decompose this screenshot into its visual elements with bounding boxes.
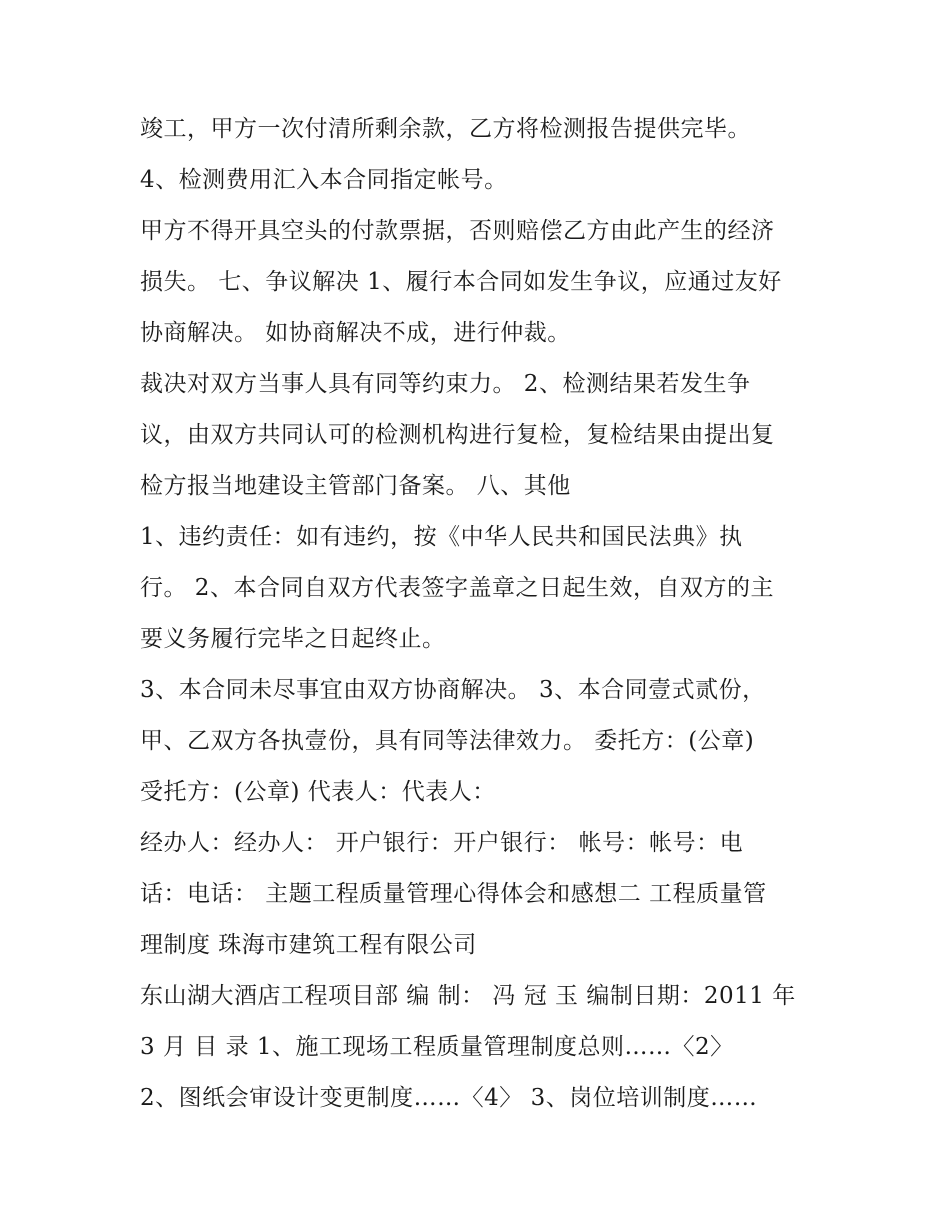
text-line: 2、图纸会审设计变更制度……〈4〉 3、岗位培训制度…… <box>140 1085 758 1111</box>
text-line: 协商解决。 如协商解决不成，进行仲裁。 <box>140 320 571 346</box>
text-line: 损失。 七、争议解决 1、履行本合同如发生争议，应通过友好 <box>140 269 782 295</box>
text-line: 3、本合同未尽事宜由双方协商解决。 3、本合同壹式贰份， <box>140 677 766 703</box>
text-line: 裁决对双方当事人具有同等约束力。 2、检测结果若发生争 <box>140 371 751 397</box>
text-line: 甲、乙双方各执壹份，具有同等法律效力。 委托方：(公章) <box>140 728 755 754</box>
text-line: 1、违约责任：如有违约，按《中华人民共和国民法典》执 <box>140 524 743 550</box>
text-line: 甲方不得开具空头的付款票据，否则赔偿乙方由此产生的经济 <box>140 218 775 244</box>
text-line: 竣工，甲方一次付清所剩余款，乙方将检测报告提供完毕。 <box>140 116 751 142</box>
text-line: 话：电话： 主题工程质量管理心得体会和感想二 工程质量管 <box>140 881 767 907</box>
text-line: 东山湖大酒店工程项目部 编 制： 冯 冠 玉 编制日期：2011 年 <box>140 983 796 1009</box>
text-line: 议，由双方共同认可的检测机构进行复检，复检结果由提出复 <box>140 422 775 448</box>
text-line: 4、检测费用汇入本合同指定帐号。 <box>140 167 508 193</box>
text-line: 行。 2、本合同自双方代表签字盖章之日起生效，自双方的主 <box>140 575 774 601</box>
text-line: 检方报当地建设主管部门备案。 八、其他 <box>140 473 571 499</box>
text-line: 要义务履行完毕之日起终止。 <box>140 626 446 652</box>
text-line: 3 月 目 录 1、施工现场工程质量管理制度总则……〈2〉 <box>140 1034 734 1060</box>
text-line: 理制度 珠海市建筑工程有限公司 <box>140 932 477 958</box>
text-line: 经办人：经办人： 开户银行：开户银行： 帐号：帐号：电 <box>140 830 744 856</box>
text-line: 受托方：(公章) 代表人：代表人： <box>140 779 496 805</box>
